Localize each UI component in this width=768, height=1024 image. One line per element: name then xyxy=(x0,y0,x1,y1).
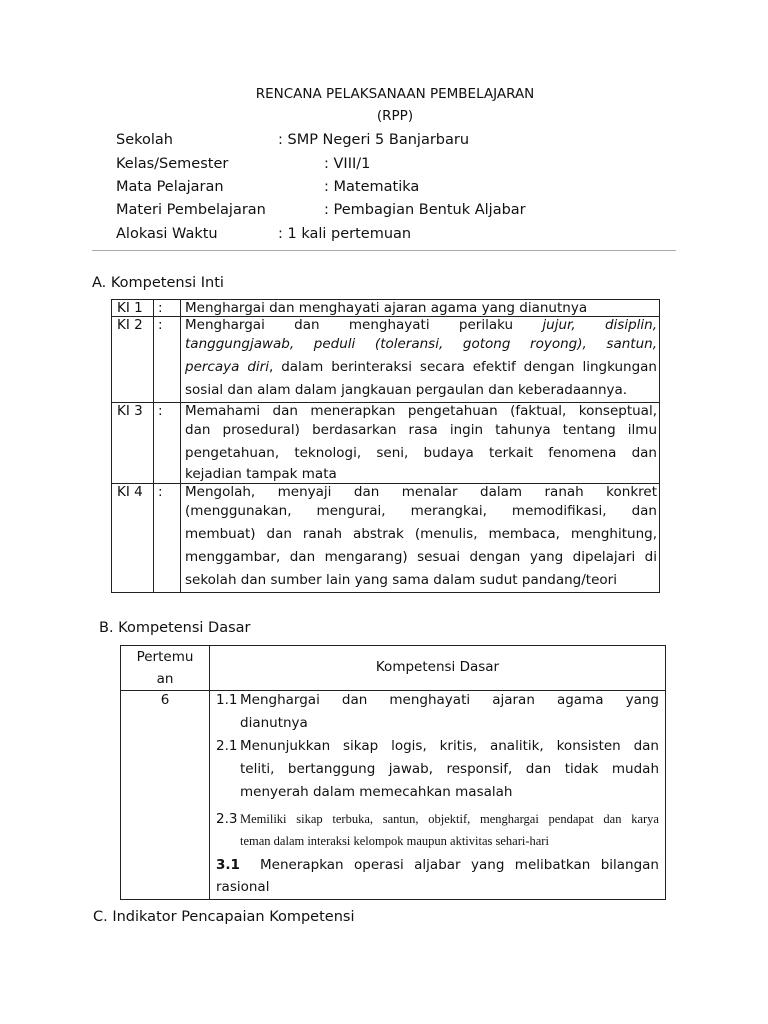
ki-separator: : xyxy=(154,403,181,484)
ki-separator: : xyxy=(154,300,181,317)
kd-number: 3.1 xyxy=(216,857,240,873)
ki-description xyxy=(181,317,660,403)
ki-text: , dalam berinteraksi secara efektif dengan lingkungan xyxy=(268,359,657,375)
document-title: RENCANA PELAKSANAAN PEMBELAJARAN xyxy=(255,86,535,102)
ki-code: KI 3 xyxy=(112,403,154,484)
ki-line: pengetahuan, teknologi, seni, budaya terkait fenomena dan xyxy=(185,445,657,461)
ki-line: Mengolah, menyaji dan menalar dalam ranah konkret xyxy=(185,484,657,500)
identity-label-time: Alokasi Waktu xyxy=(116,226,218,242)
table-header-row xyxy=(121,646,666,691)
ki-code: KI 2 xyxy=(112,317,154,403)
header-divider xyxy=(92,250,676,251)
list-item xyxy=(216,854,659,877)
ki-line: Menghargai dan menghayati ajaran agama yang dianutnya xyxy=(185,300,588,316)
kd-line: Menunjukkan sikap logis, kritis, analitik, konsisten dan xyxy=(240,738,659,754)
ki-line: membuat) dan ranah abstrak (menulis, membaca, menghitung, xyxy=(185,526,657,542)
ki-code: KI 1 xyxy=(112,300,154,317)
kd-line: teliti, bertanggung jawab, responsif, dan tidak mudah xyxy=(240,761,659,777)
kd-number: 2.3 xyxy=(216,811,238,827)
table-row xyxy=(112,484,660,593)
ki-description xyxy=(181,403,660,484)
list-item xyxy=(216,689,659,735)
section-b-heading: B. Kompetensi Dasar xyxy=(99,620,251,636)
table-row xyxy=(112,300,660,317)
section-c-heading: C. Indikator Pencapaian Kompetensi xyxy=(93,909,355,925)
ki-line: dan prosedural) berdasarkan rasa ingin tahunya tentang ilmu xyxy=(185,422,657,438)
kompetensi-dasar-table xyxy=(120,645,666,900)
ki-line: kejadian tampak mata xyxy=(185,466,337,482)
ki-line xyxy=(185,356,657,379)
header-kompetensi-dasar: Kompetensi Dasar xyxy=(210,646,666,691)
kd-line: Memiliki sikap terbuka, santun, objektif, menghargai pendapat dan karya xyxy=(240,812,659,826)
ki-line xyxy=(185,317,657,333)
kd-line: rasional xyxy=(216,879,270,895)
ki-text-italic: jujur, xyxy=(542,317,576,333)
ki-line: (menggunakan, mengurai, merangkai, memodifikasi, dan xyxy=(185,503,657,519)
list-item xyxy=(216,808,659,852)
ki-text-italic: percaya diri xyxy=(185,359,269,375)
ki-text: Menghargai dan menghayati perilaku xyxy=(185,317,514,333)
ki-line: sosial dan alam dalam jangkauan pergaulan dan keberadaannya. xyxy=(185,382,628,398)
identity-label-subject: Mata Pelajaran xyxy=(116,179,224,195)
list-item xyxy=(216,735,659,804)
section-a-heading: A. Kompetensi Inti xyxy=(92,275,224,291)
table-row xyxy=(121,691,666,900)
kd-number: 2.1 xyxy=(216,738,238,754)
ki-text-italic: disiplin, xyxy=(604,317,658,333)
ki-description xyxy=(181,484,660,593)
kd-line: Menerapkan operasi aljabar yang melibatkan bilangan xyxy=(260,857,659,873)
identity-value-class: : VIII/1 xyxy=(324,156,371,172)
ki-line xyxy=(185,333,657,356)
identity-label-class: Kelas/Semester xyxy=(116,156,229,172)
identity-label-material: Materi Pembelajaran xyxy=(116,202,266,218)
ki-line: menggambar, dan mengarang) sesuai dengan yang dipelajari di xyxy=(185,549,657,565)
table-row xyxy=(112,317,660,403)
kd-line: menyerah dalam memecahkan masalah xyxy=(240,784,513,800)
identity-value-material: : Pembagian Bentuk Aljabar xyxy=(324,202,526,218)
pertemuan-number: 6 xyxy=(121,691,210,900)
identity-value-school: : SMP Negeri 5 Banjarbaru xyxy=(278,132,470,148)
ki-description xyxy=(181,300,660,317)
kd-line: dianutnya xyxy=(240,715,308,731)
ki-line: sekolah dan sumber lain yang sama dalam sudut pandang/teori xyxy=(185,572,617,588)
ki-separator: : xyxy=(154,484,181,593)
kompetensi-inti-table xyxy=(111,299,660,593)
identity-value-time: : 1 kali pertemuan xyxy=(278,226,412,242)
identity-value-subject: : Matematika xyxy=(324,179,420,195)
table-row xyxy=(112,403,660,484)
kd-list xyxy=(210,691,666,900)
ki-separator: : xyxy=(154,317,181,403)
kd-line: teman dalam interaksi kelompok maupun aktivitas sehari-hari xyxy=(240,834,549,848)
header-pertemuan-line: an xyxy=(156,671,174,687)
kd-line: Menghargai dan menghayati ajaran agama yang xyxy=(240,692,659,708)
header-pertemuan xyxy=(121,646,210,691)
document-subtitle: (RPP) xyxy=(376,108,414,124)
header-pertemuan-line: Pertemu xyxy=(136,649,194,665)
ki-text-italic: tanggungjawab, peduli (toleransi, gotong royong), santun, xyxy=(185,336,657,352)
ki-code: KI 4 xyxy=(112,484,154,593)
ki-line: Memahami dan menerapkan pengetahuan (faktual, konseptual, xyxy=(185,403,657,419)
identity-label-school: Sekolah xyxy=(116,132,173,148)
kd-number: 1.1 xyxy=(216,692,238,708)
